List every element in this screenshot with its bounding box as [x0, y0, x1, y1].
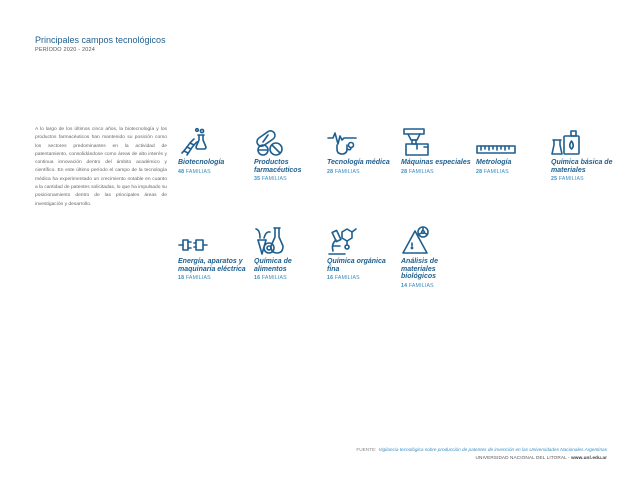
category-name: Tecnología médica [327, 159, 390, 166]
category-count: 28 FAMILIAS [476, 168, 509, 175]
microscope-molecule-icon [327, 226, 357, 256]
chemical-containers-icon [551, 127, 581, 157]
category-count: 25 FAMILIAS [551, 176, 584, 183]
source-text: Vigilancia tecnológica sobre producción de patentes de invención en las Universidades Nacionales Argentinas [378, 447, 607, 452]
category-name: Análisis de materiales biológicos [401, 258, 438, 281]
category-maquinas-especiales [401, 127, 471, 175]
stethoscope-icon [327, 127, 357, 157]
biohazard-icon [401, 226, 431, 256]
category-quimica-alimentos [254, 226, 324, 281]
category-name: Química de alimentos [254, 258, 292, 273]
organization-name: UNIVERSIDAD NACIONAL DEL LITORAL - [475, 455, 572, 460]
period-subtitle: PERÍODO 2020 - 2024 [35, 47, 96, 53]
website-link[interactable]: www.unl.edu.ar [571, 455, 607, 460]
source-note [356, 447, 607, 452]
category-count: 28 FAMILIAS [401, 168, 434, 175]
category-count: 18 FAMILIAS [178, 275, 211, 282]
ruler-icon [476, 127, 506, 157]
category-name: Metrología [476, 159, 512, 166]
page-title: Principales campos tecnológicos [35, 35, 166, 45]
category-count: 16 FAMILIAS [254, 275, 287, 282]
category-count: 48 FAMILIAS [178, 168, 211, 175]
source-label: FUENTE: [356, 447, 377, 452]
category-biotecnologia [178, 127, 248, 175]
category-count: 35 FAMILIAS [254, 176, 287, 183]
category-name: Máquinas especiales [401, 159, 471, 166]
category-name: Productos farmacéuticos [254, 159, 302, 174]
category-metrologia [476, 127, 546, 175]
category-name: Biotecnología [178, 159, 225, 166]
footer-organization [476, 455, 608, 460]
category-name: Química orgánica fina [327, 258, 386, 273]
category-count: 28 FAMILIAS [327, 168, 360, 175]
plug-icon [178, 226, 208, 256]
dna-flask-icon [178, 127, 208, 157]
category-quimica-organica [327, 226, 397, 281]
category-name: Química básica de materiales [551, 159, 613, 174]
category-tecnologia-medica [327, 127, 397, 175]
category-count: 16 FAMILIAS [327, 275, 360, 282]
category-name: Energía, aparatos y maquinaria eléctrica [178, 258, 246, 273]
category-count: 14 FAMILIAS [401, 282, 434, 289]
category-productos-farmaceuticos [254, 127, 324, 182]
machine-icon [401, 127, 431, 157]
pills-icon [254, 127, 284, 157]
category-energia [178, 226, 248, 281]
category-analisis-biologicos [401, 226, 471, 289]
food-chemistry-icon [254, 226, 284, 256]
intro-paragraph: A lo largo de los últimos cinco años, la biotecnología y los productos farmacéuticos han mantenido su posición como los sectores predominantes en la actividad de patentamiento, consolidándose como áreas de alto interés y continua innovación dentro del ámbito académico y científico. En este último período el campo de la tecnología médica ha experimentado un crecimiento notable en cuanto a la cantidad de patentes solicitadas, lo que ha impulsado su posicionamiento dentro de las principales áreas de investigación y desarrollo. [35, 127, 167, 207]
category-quimica-basica [551, 127, 621, 182]
